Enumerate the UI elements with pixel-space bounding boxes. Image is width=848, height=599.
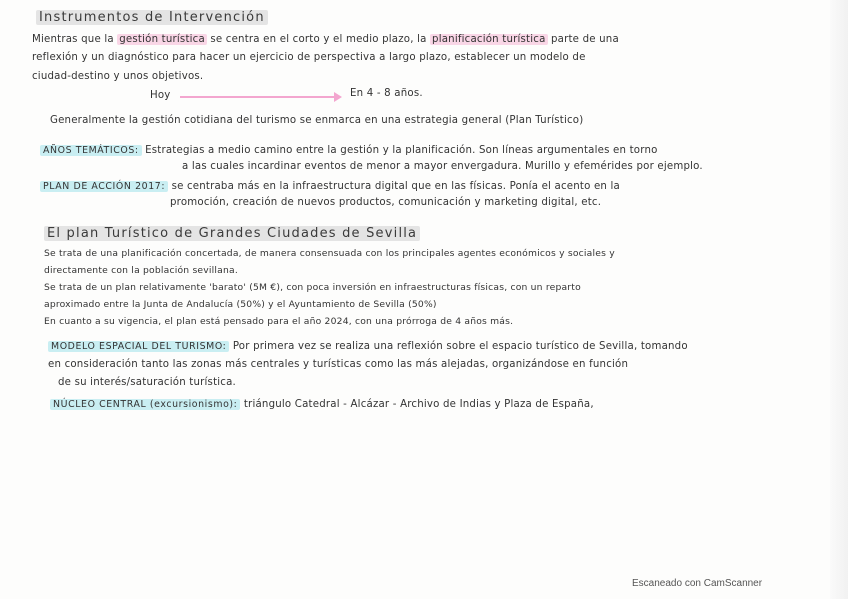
timeline-start: Hoy <box>150 90 171 101</box>
plan-label: PLAN DE ACCIÓN 2017: <box>40 181 168 192</box>
intro-line-3: ciudad-destino y unos objetivos. <box>32 71 204 82</box>
body2-line-4: aproximado entre la Junta de Andalucía (50%) y el Ayuntamiento de Sevilla (50%) <box>44 299 437 310</box>
timeline-end: En 4 - 8 años. <box>350 88 423 99</box>
modelo-label: MODELO ESPACIAL DEL TURISMO: <box>48 341 229 352</box>
plan-line-1: PLAN DE ACCIÓN 2017: se centraba más en la infraestructura digital que en las físicas. Ponía el acento en la <box>40 181 620 192</box>
page-edge <box>830 0 848 599</box>
anos-line-1: AÑOS TEMÁTICOS: Estrategias a medio camino entre la gestión y la planificación. Son líneas argumentales en torno <box>40 145 658 156</box>
modelo-line-1: MODELO ESPACIAL DEL TURISMO: Por primera vez se realiza una reflexión sobre el espacio turístico de Sevilla, tomando <box>48 341 688 352</box>
general-statement: Generalmente la gestión cotidiana del turismo se enmarca en una estrategia general (Plan Turístico) <box>50 115 584 126</box>
modelo-line-3: de su interés/saturación turística. <box>58 377 236 388</box>
body2-line-5: En cuanto a su vigencia, el plan está pensado para el año 2024, con una prórroga de 4 años más. <box>44 316 514 327</box>
anos-line-2: a las cuales incardinar eventos de menor a mayor envergadura. Murillo y efemérides por ejemplo. <box>182 161 703 172</box>
intro-line-2: reflexión y un diagnóstico para hacer un ejercicio de perspectiva a largo plazo, establecer un modelo de <box>32 52 586 63</box>
nucleo-label: NÚCLEO CENTRAL (excursionismo): <box>50 399 240 410</box>
modelo-line-2: en consideración tanto las zonas más centrales y turísticas como las más alejadas, organizándose en función <box>48 359 629 370</box>
plan-line-2: promoción, creación de nuevos productos, comunicación y marketing digital, etc. <box>170 197 602 208</box>
anos-label: AÑOS TEMÁTICOS: <box>40 145 142 156</box>
body2-line-3: Se trata de un plan relativamente 'barato' (5M €), con poca inversión en infraestructuras físicas, con un reparto <box>44 282 581 293</box>
scanner-footer: Escaneado con CamScanner <box>632 578 763 589</box>
nucleo-line: NÚCLEO CENTRAL (excursionismo): triángulo Catedral - Alcázar - Archivo de Indias y Plaza de España, <box>50 399 594 410</box>
intro-line-1: Mientras que la gestión turística se centra en el corto y el medio plazo, la planificación turística parte de una <box>32 34 619 45</box>
section-title: El plan Turístico de Grandes Ciudades de Sevilla <box>44 226 420 241</box>
timeline-arrow-icon <box>180 96 340 98</box>
page-title: Instrumentos de Intervención <box>36 10 268 25</box>
body2-line-2: directamente con la población sevillana. <box>44 265 238 276</box>
body2-line-1: Se trata de una planificación concertada, de manera consensuada con los principales agentes económicos y sociales y <box>44 248 615 259</box>
